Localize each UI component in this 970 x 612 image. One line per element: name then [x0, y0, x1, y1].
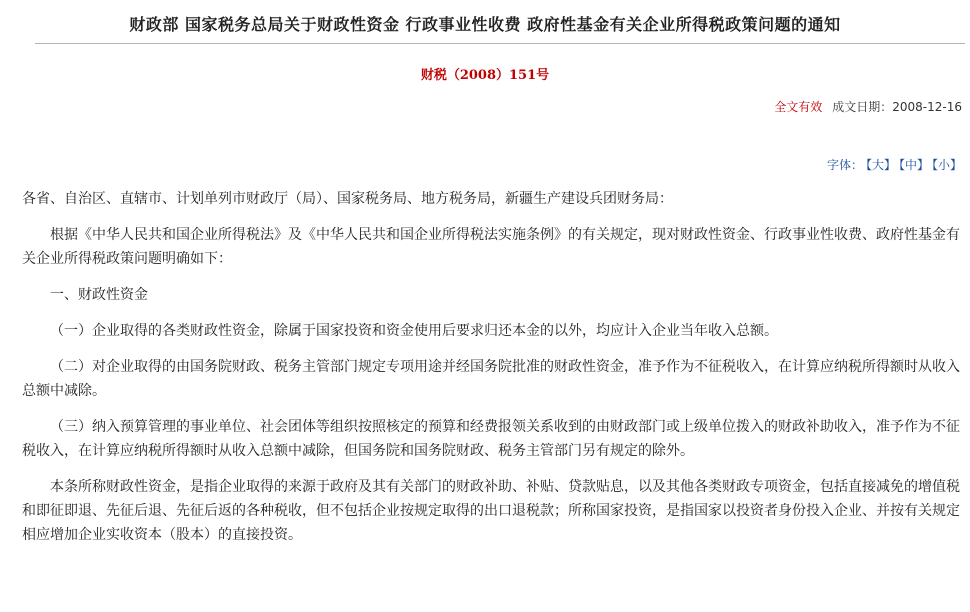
issue-date: 2008-12-16 — [892, 100, 962, 114]
date-label: 成文日期： — [832, 100, 893, 114]
clause-paragraph: （三）纳入预算管理的事业单位、社会团体等组织按照核定的预算和经费报领关系收到的由财政部门或上级单位拨入的财政补助收入，准予作为不征税收入，在计算应纳税所得额时从收入总额中减除，但国务院和国务院财政、税务主管部门另有规定的除外。 — [22, 419, 960, 459]
intro-paragraph: 根据《中华人民共和国企业所得税法》及《中华人民共和国企业所得税法实施条例》的有关规定，现对财政性资金、行政事业性收费、政府性基金有关企业所得税政策问题明确如下： — [22, 227, 960, 267]
title-divider — [35, 43, 965, 44]
clause-paragraph: （二）对企业取得的由国务院财政、税务主管部门规定专项用途并经国务院批准的财政性资金，准予作为不征税收入，在计算应纳税所得额时从收入总额中减除。 — [22, 359, 960, 399]
font-size-large-link[interactable]: 【大】 — [865, 158, 896, 172]
page-title: 财政部 国家税务总局关于财政性资金 行政事业性收费 政府性基金有关企业所得税政策问题的通知 — [129, 15, 841, 34]
definition-paragraph: 本条所称财政性资金，是指企业取得的来源于政府及其有关部门的财政补助、补贴、贷款贴息，以及其他各类财政专项资金，包括直接减免的增值税和即征即退、先征后退、先征后返的各种税收，但不包括企业按规定取得的出口退税款；所称国家投资，是指国家以投资者身份投入企业、并按有关规定相应增加企业实收资本（股本）的直接投资。 — [22, 479, 960, 543]
clause-paragraph: （一）企业取得的各类财政性资金，除属于国家投资和资金使用后要求归还本金的以外，均应计入企业当年收入总额。 — [50, 323, 778, 339]
font-size-label: 字体： — [826, 158, 863, 172]
section-heading: 一、财政性资金 — [50, 287, 148, 303]
document-meta — [774, 98, 962, 115]
recipients-paragraph: 各省、自治区、直辖市、计划单列市财政厅（局）、国家税务局、地方税务局，新疆生产建设兵团财务局： — [22, 191, 673, 207]
document-number: 财税（2008）151号 — [420, 68, 550, 83]
font-size-small-link[interactable]: 【小】 — [931, 158, 962, 172]
validity-status: 全文有效 — [774, 100, 823, 114]
document-body — [22, 187, 964, 559]
font-size-medium-link[interactable]: 【中】 — [898, 158, 929, 172]
font-size-switcher — [827, 156, 962, 173]
